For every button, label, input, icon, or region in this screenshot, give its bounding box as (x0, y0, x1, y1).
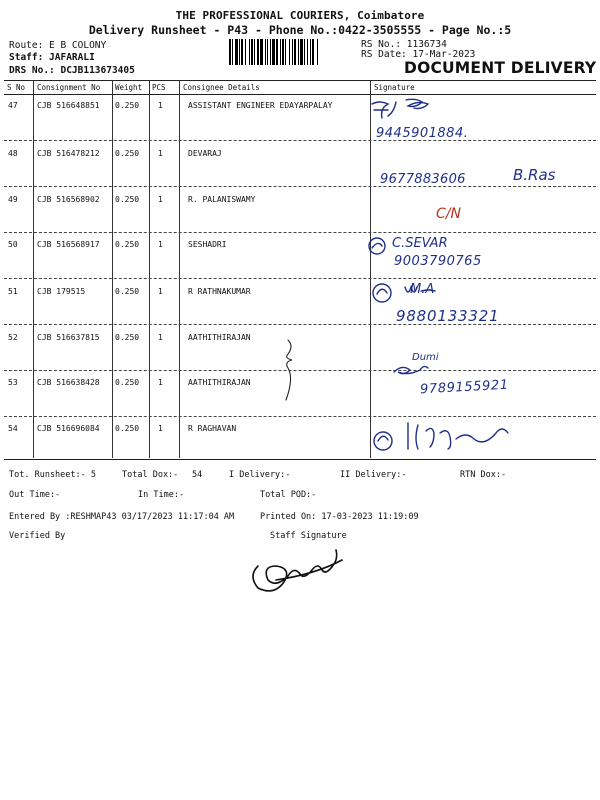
row-consignment: CJB 516637815 (37, 333, 100, 342)
row-pcs: 1 (158, 240, 163, 249)
row-sno: 48 (8, 149, 18, 158)
rtn-dox: RTN Dox:- (460, 470, 507, 480)
printed-on: Printed On: 17-03-2023 11:19:09 (260, 512, 419, 522)
row-sno: 54 (8, 424, 18, 433)
ii-delivery: II Delivery:- (340, 470, 407, 480)
row-sno: 47 (8, 101, 18, 110)
row-consignee: DEVARAJ (188, 149, 222, 158)
row-pcs: 1 (158, 378, 163, 387)
verified-by: Verified By (9, 531, 66, 541)
col-sno: S No (7, 83, 26, 92)
staff-signature-scribble (253, 550, 342, 591)
row-consignee: R. PALANISWAMY (188, 195, 256, 204)
signature-54 (408, 423, 508, 449)
row-pcs: 1 (158, 333, 163, 342)
row-weight: 0.250 (115, 287, 140, 296)
row-weight: 0.250 (115, 240, 140, 249)
row-weight: 0.250 (115, 149, 140, 158)
handwritten-phone-50: 9003790765 (394, 254, 482, 269)
i-delivery: I Delivery:- (229, 470, 291, 480)
tot-runsheet: Tot. Runsheet:- 5 (9, 470, 96, 480)
row-sno: 53 (8, 378, 18, 387)
signature-52 (394, 366, 428, 373)
row-consignment: CJB 516638428 (37, 378, 100, 387)
row-sno: 50 (8, 240, 18, 249)
row-sno: 51 (8, 287, 18, 296)
row-weight: 0.250 (115, 195, 140, 204)
row-pcs: 1 (158, 149, 163, 158)
company-title: THE PROFESSIONAL COURIERS, Coimbatore (175, 9, 425, 22)
row-consignment: CJB 516478212 (37, 149, 100, 158)
total-dox-label: Total Dox:- (122, 470, 179, 480)
handwritten-phone-47: 9445901884. (376, 126, 469, 141)
handwritten-note-48: B.Ras (513, 166, 556, 184)
row-sno: 52 (8, 333, 18, 342)
handwritten-name-50: C.SEVAR (392, 236, 448, 251)
total-pod: Total POD:- (260, 490, 317, 500)
col-signature: Signature (374, 83, 415, 92)
row-consignee: ASSISTANT ENGINEER EDAYARPALAY (188, 101, 333, 110)
drs-number: DRS No.: DCJB113673405 (9, 65, 135, 76)
row-weight: 0.250 (115, 101, 140, 110)
row-consignee: R RATHNAKUMAR (188, 287, 251, 296)
row-pcs: 1 (158, 287, 163, 296)
row-pcs: 1 (158, 424, 163, 433)
row-consignment: CJB 516568917 (37, 240, 100, 249)
row-consignment: CJB 179515 (37, 287, 86, 296)
staff-label: Staff: JAFARALI (9, 52, 95, 63)
handwritten-phone-51: 9880133321 (396, 307, 500, 325)
handwritten-name-51: M.A (410, 282, 435, 297)
row-consignee: AATHITHIRAJAN (188, 333, 251, 342)
handwritten-note-49: C/N (436, 206, 461, 222)
handwritten-name-52: Dumi (412, 352, 439, 363)
in-time: In Time:- (138, 490, 185, 500)
row-consignee: SESHADRI (188, 240, 227, 249)
row-consignee: R RAGHAVAN (188, 424, 237, 433)
rs-date: RS Date: 17-Mar-2023 (361, 49, 476, 60)
row-pcs: 1 (158, 195, 163, 204)
row-weight: 0.250 (115, 333, 140, 342)
row-consignment: CJB 516568902 (37, 195, 100, 204)
row-pcs: 1 (158, 101, 163, 110)
col-pcs: PCS (152, 83, 166, 92)
row-consignee: AATHITHIRAJAN (188, 378, 251, 387)
row-weight: 0.250 (115, 378, 140, 387)
col-consignee: Consignee Details (183, 83, 260, 92)
row-consignment: CJB 516696084 (37, 424, 100, 433)
total-dox-value: 54 (192, 470, 203, 480)
runsheet-title: Delivery Runsheet - P43 - Phone No.:0422-3505555 - Page No.:5 (88, 23, 512, 37)
signature-47 (372, 99, 428, 118)
col-consignment: Consignment No (37, 83, 101, 92)
row-consignment: CJB 516648851 (37, 101, 100, 110)
entered-by: Entered By :RESHMAP43 03/17/2023 11:17:04 AM (9, 512, 235, 522)
staff-signature-label: Staff Signature (270, 531, 347, 541)
route-label: Route: E B COLONY (9, 40, 107, 51)
col-weight: Weight (115, 83, 143, 92)
out-time: Out Time:- (9, 490, 61, 500)
handwritten-phone-48: 9677883606 (380, 172, 466, 187)
handwritten-phone-53: 9789155921 (419, 377, 510, 398)
row-weight: 0.250 (115, 424, 140, 433)
document-delivery-label: DOCUMENT DELIVERY (404, 58, 597, 78)
row-sno: 49 (8, 195, 18, 204)
rs-number: RS No.: 1136734 (361, 39, 447, 50)
